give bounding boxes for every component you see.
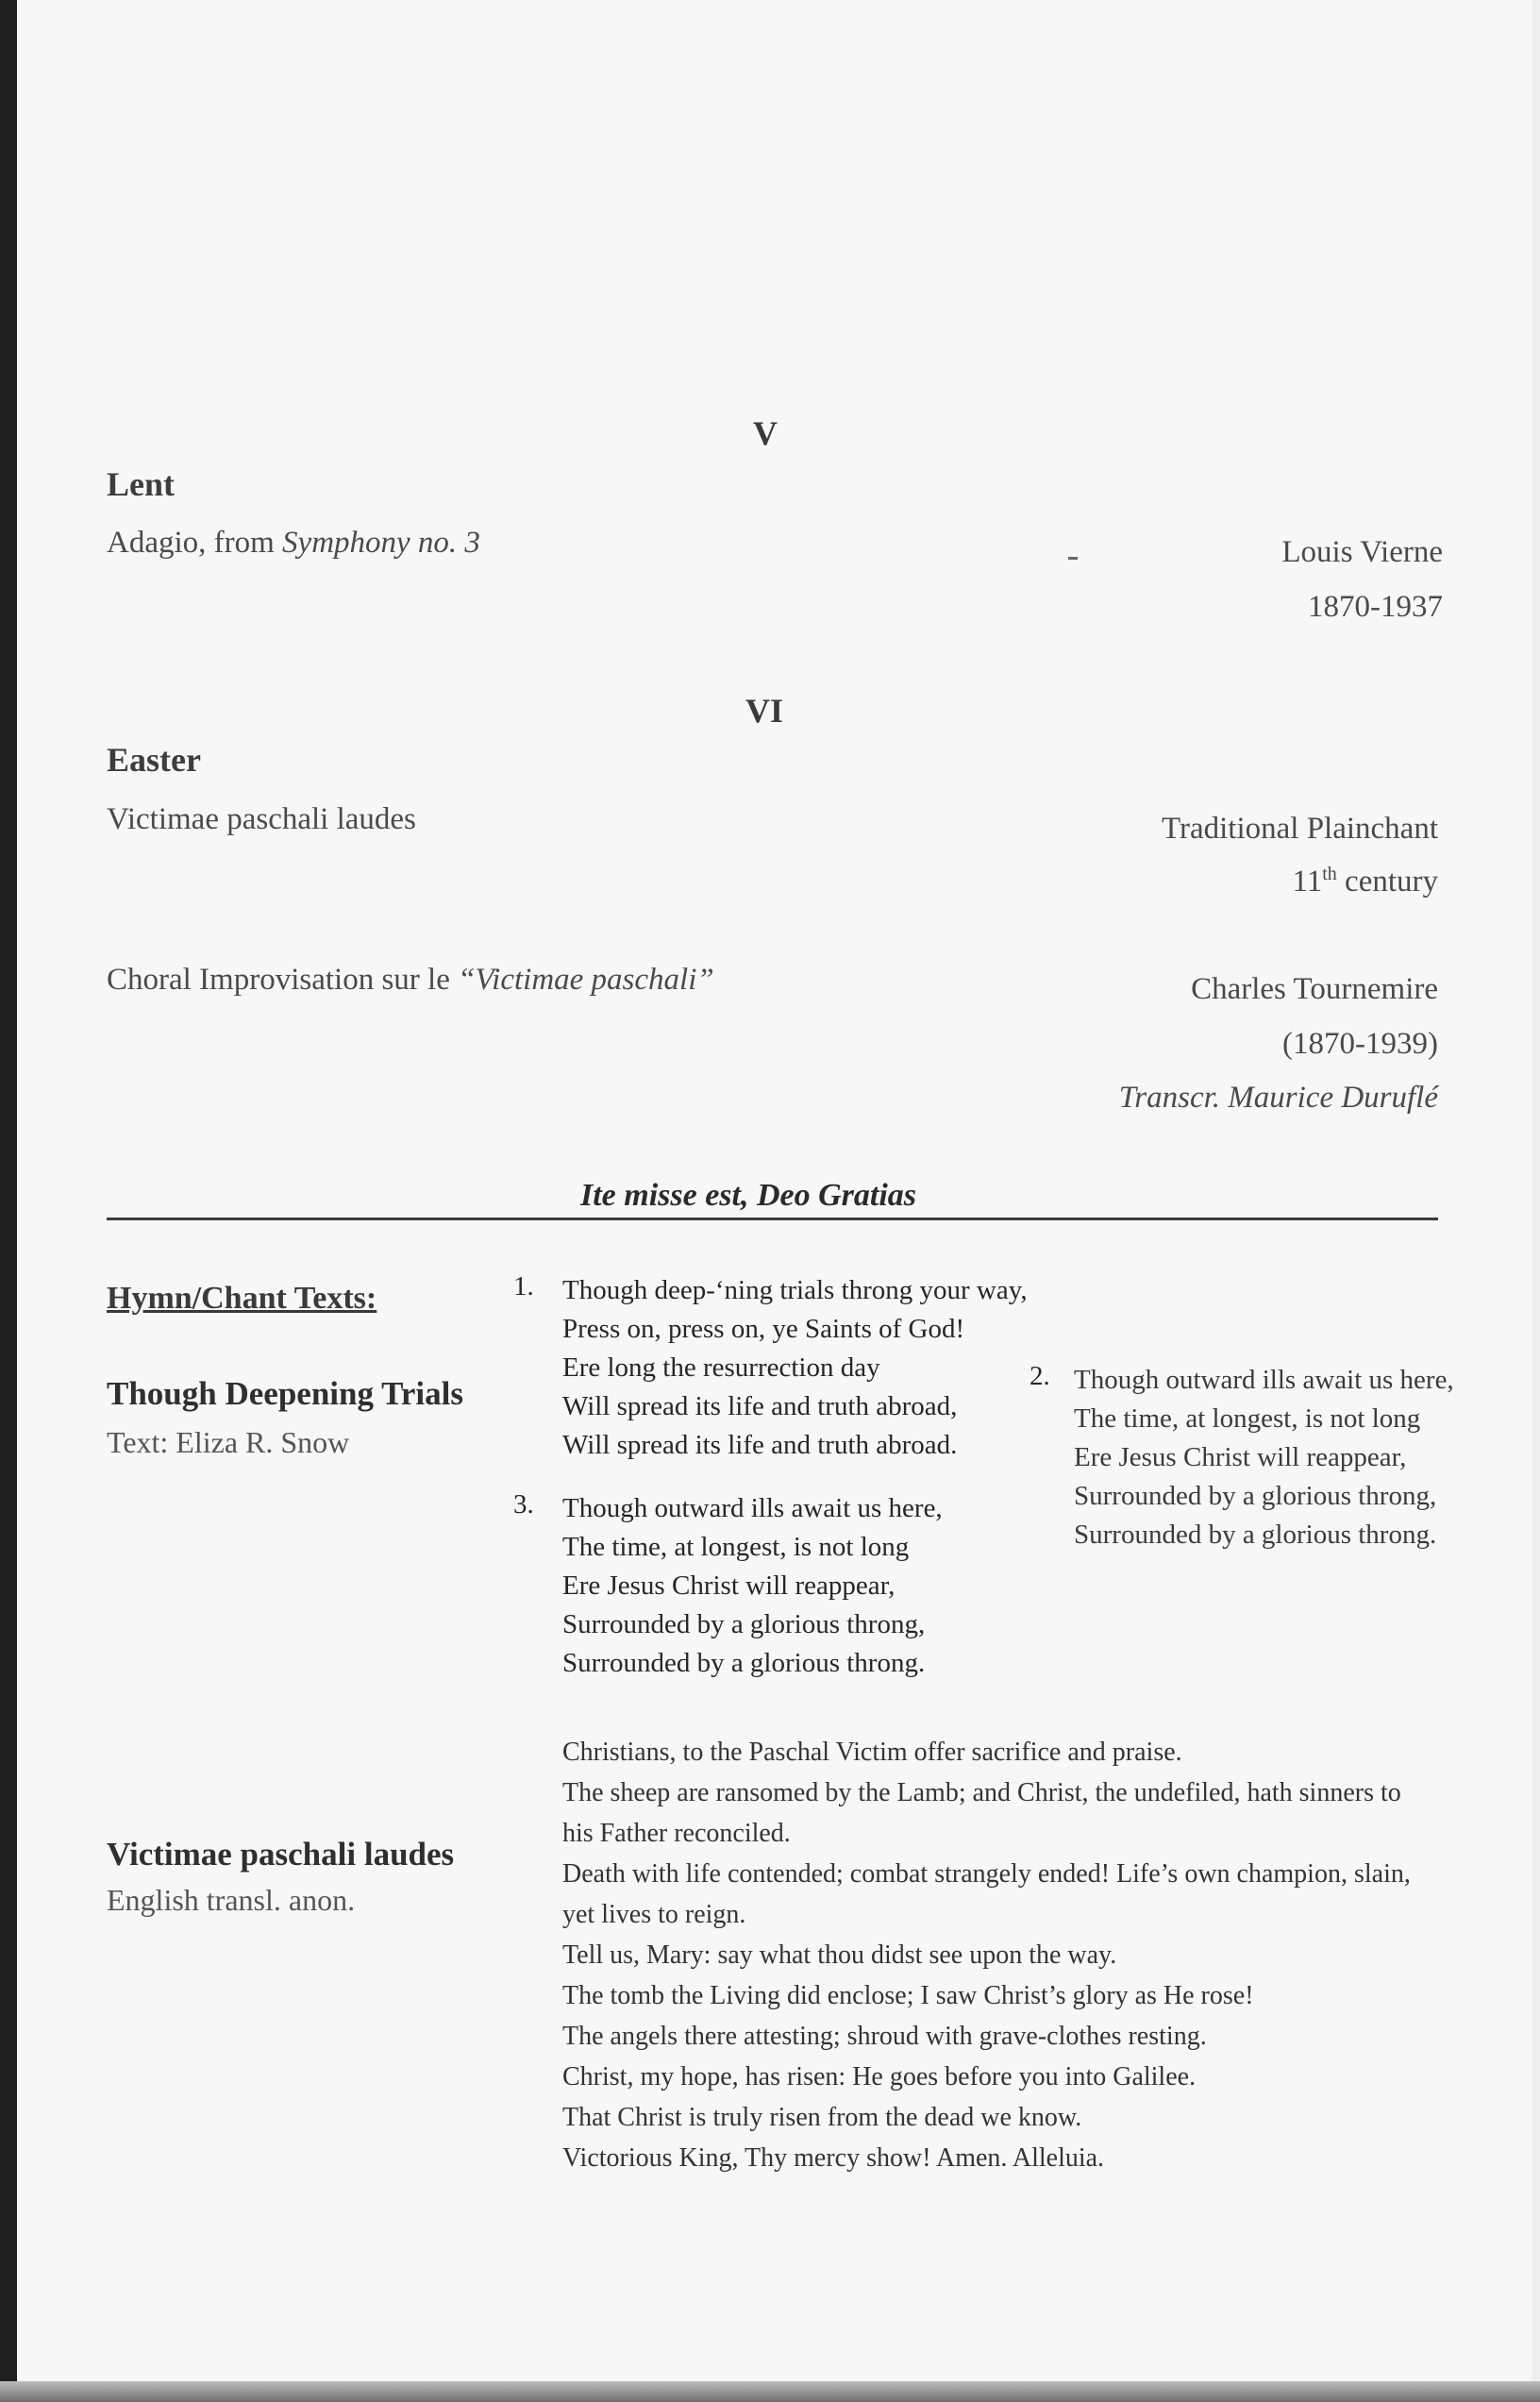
text-line: Death with life contended; combat strangely ended! Life’s own champion, slain, [562, 1859, 1411, 1889]
section-numeral-v: V [753, 414, 778, 452]
verse-line: The time, at longest, is not long [562, 1532, 910, 1562]
program-page [17, 0, 1532, 2381]
verse-1 [562, 1271, 1028, 1465]
verse-3 [562, 1489, 943, 1683]
verse-number: 3. [513, 1489, 534, 1520]
hymn-2-title: Victimae paschali laudes [107, 1836, 455, 1873]
verse-line: Though deep-‘ning trials throng your way, [562, 1275, 1028, 1305]
text-line: That Christ is truly risen from the dead we know. [562, 2103, 1082, 2132]
verse-line: Surrounded by a glorious throng, [562, 1609, 926, 1639]
easter-work-2-composer: Charles Tournemire [1191, 972, 1438, 1006]
text-line: Christ, my hope, has risen: He goes before you into Galilee. [562, 2062, 1197, 2091]
easter-work-1-century: 11th century [1292, 864, 1438, 899]
verse-line: Press on, press on, ye Saints of God! [562, 1314, 965, 1344]
text-line: The sheep are ransomed by the Lamb; and Christ, the undefiled, hath sinners to [562, 1778, 1401, 1807]
page-edge-left [0, 0, 17, 2402]
verse-line: Will spread its life and truth abroad. [562, 1430, 958, 1460]
page-edge-bottom [0, 2381, 1540, 2402]
section-divider [107, 1218, 1438, 1220]
hymn-1-title: Though Deepening Trials [107, 1375, 463, 1412]
verse-line: Ere Jesus Christ will reappear, [562, 1571, 896, 1601]
text-line: Victorious King, Thy mercy show! Amen. Alleluia. [562, 2143, 1105, 2173]
section-numeral-vi: VI [745, 692, 784, 730]
stray-mark [1068, 557, 1078, 560]
hymn-2-credit: English transl. anon. [107, 1883, 356, 1917]
verse-line: Will spread its life and truth abroad, [562, 1391, 958, 1421]
verse-line: Ere long the resurrection day [562, 1352, 880, 1383]
easter-work-1-attribution: Traditional Plainchant [1161, 812, 1438, 846]
hymn-2-text [562, 1732, 1497, 2178]
verse-line: Surrounded by a glorious throng, [1074, 1481, 1437, 1511]
text-line: The angels there attesting; shroud with grave-clothes resting. [562, 2022, 1207, 2051]
text-line: The tomb the Living did enclose; I saw Christ’s glory as He rose! [562, 1981, 1254, 2010]
verse-number: 1. [513, 1271, 534, 1302]
verse-2 [1074, 1361, 1454, 1554]
verse-number: 2. [1029, 1361, 1050, 1391]
lent-work: Adagio, from Symphony no. 3 [107, 526, 480, 560]
verse-line: Ere Jesus Christ will reappear, [1074, 1442, 1407, 1472]
verse-line: Surrounded by a glorious throng. [562, 1648, 926, 1678]
lent-composer-dates: 1870-1937 [1308, 590, 1443, 624]
verse-line: Though outward ills await us here, [1074, 1365, 1454, 1395]
verse-line: Surrounded by a glorious throng. [1074, 1520, 1437, 1550]
text-line: Tell us, Mary: say what thou didst see upon the way. [562, 1940, 1117, 1970]
text-line: his Father reconciled. [562, 1819, 791, 1848]
lent-composer: Louis Vierne [1281, 535, 1443, 569]
closing-line: Ite misse est, Deo Gratias [580, 1178, 917, 1213]
text-line: Christians, to the Paschal Victim offer sacrifice and praise. [562, 1738, 1182, 1767]
section-title-lent: Lent [107, 465, 175, 503]
verse-line: The time, at longest, is not long [1074, 1403, 1421, 1434]
hymn-texts-heading: Hymn/Chant Texts: [107, 1281, 377, 1316]
easter-work-2: Choral Improvisation sur le “Victimae paschali” [107, 963, 714, 997]
verse-line: Though outward ills await us here, [562, 1493, 943, 1523]
text-line: yet lives to reign. [562, 1900, 746, 1929]
hymn-1-credit: Text: Eliza R. Snow [107, 1425, 350, 1459]
easter-work-1: Victimae paschali laudes [107, 802, 416, 836]
section-title-easter: Easter [107, 741, 201, 779]
easter-work-2-transcription: Transcr. Maurice Duruflé [1118, 1081, 1438, 1115]
easter-work-2-dates: (1870-1939) [1282, 1027, 1438, 1061]
